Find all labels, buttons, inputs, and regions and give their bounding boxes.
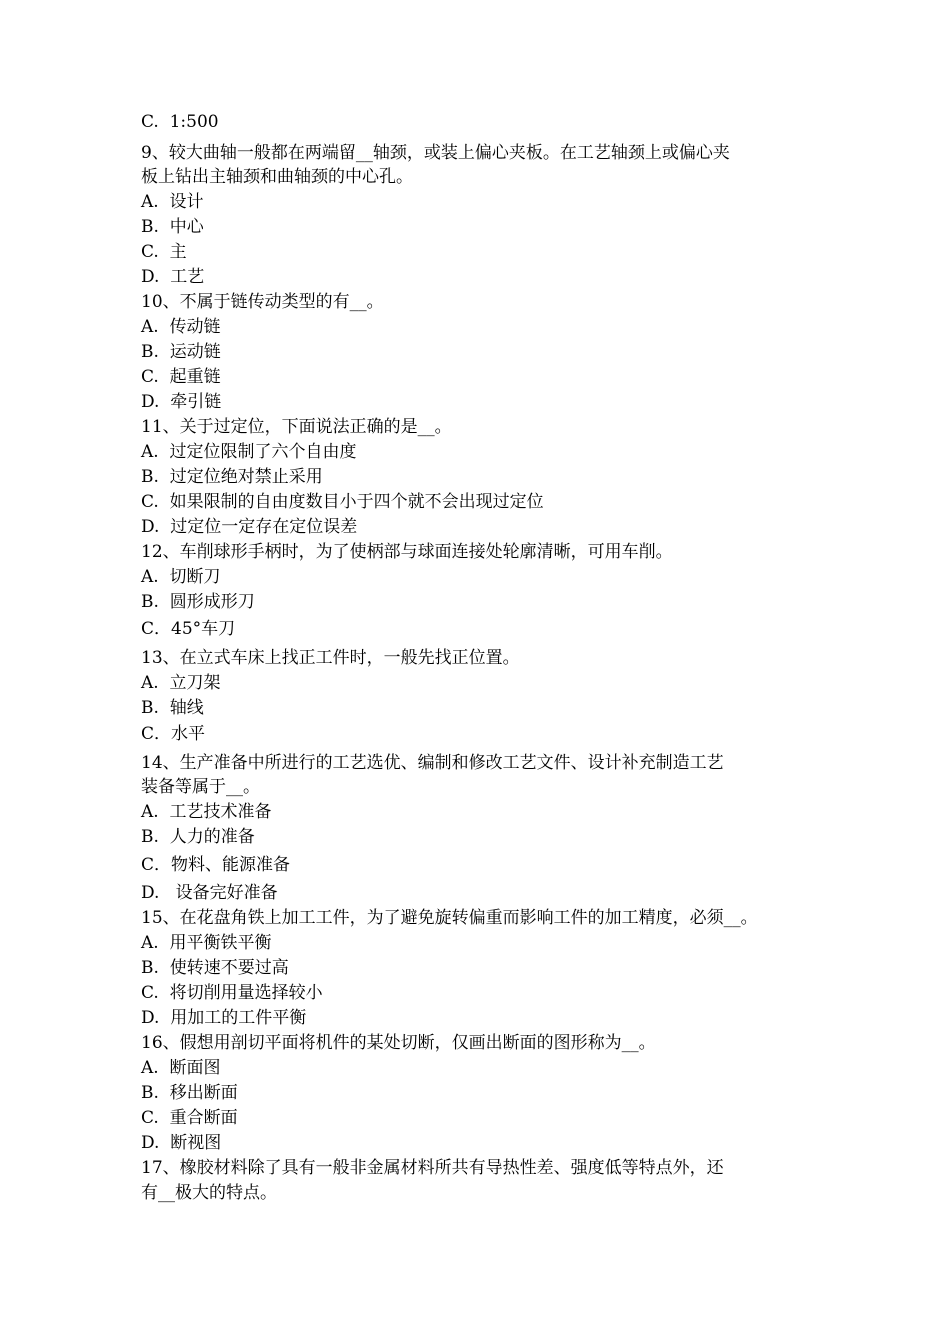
option-line: C. 如果限制的自由度数目小于四个就不会出现过定位 — [141, 492, 544, 512]
question-line: 11、关于过定位，下面说法正确的是__。 — [141, 417, 452, 437]
option-line: B. 移出断面 — [141, 1083, 238, 1103]
question-line: 13、在立式车床上找正工件时，一般先找正位置。 — [141, 648, 520, 668]
question-line: 16、假想用剖切平面将机件的某处切断，仅画出断面的图形称为__。 — [141, 1033, 656, 1053]
option-line: B. 过定位绝对禁止采用 — [141, 467, 323, 487]
option-line: B. 中心 — [141, 217, 204, 237]
option-line: D. 过定位一定存在定位误差 — [141, 517, 358, 537]
option-line: C. 主 — [141, 242, 187, 262]
question-line: 10、不属于链传动类型的有__。 — [141, 292, 384, 312]
option-line: A. 工艺技术准备 — [141, 802, 272, 822]
option-line: C．45°车刀 — [141, 619, 236, 639]
option-line: A. 设计 — [141, 192, 204, 212]
option-line: B. 圆形成形刀 — [141, 592, 255, 612]
option-line: C. 将切削用量选择较小 — [141, 983, 323, 1003]
question-line: 15、在花盘角铁上加工工件，为了避免旋转偏重而影响工件的加工精度，必须__。 — [141, 908, 758, 928]
option-line: A. 立刀架 — [141, 673, 221, 693]
option-line: D. 牵引链 — [141, 392, 222, 412]
option-line: C. 1:500 — [141, 112, 219, 132]
option-line: C．物料、能源准备 — [141, 855, 291, 875]
option-line: A. 过定位限制了六个自由度 — [141, 442, 357, 462]
option-line: A. 传动链 — [141, 317, 221, 337]
option-line: B. 人力的准备 — [141, 827, 255, 847]
option-line: A. 用平衡铁平衡 — [141, 933, 272, 953]
question-line: 9、较大曲轴一般都在两端留__轴颈，或装上偏心夹板。在工艺轴颈上或偏心夹 — [141, 143, 730, 163]
option-line: D. 工艺 — [141, 267, 205, 287]
option-line: C．水平 — [141, 724, 206, 744]
question-line: 12、车削球形手柄时，为了使柄部与球面连接处轮廓清晰，可用车削。 — [141, 542, 673, 562]
option-line: A. 切断刀 — [141, 567, 221, 587]
option-line: C. 重合断面 — [141, 1108, 238, 1128]
option-line: B. 运动链 — [141, 342, 221, 362]
question-line: 板上钻出主轴颈和曲轴颈的中心孔。 — [141, 167, 413, 187]
option-line: B. 使转速不要过高 — [141, 958, 289, 978]
question-line: 装备等属于__。 — [141, 777, 260, 797]
option-line: C. 起重链 — [141, 367, 221, 387]
option-line: A. 断面图 — [141, 1058, 221, 1078]
option-line: D. 断视图 — [141, 1133, 222, 1153]
option-line: D. 用加工的工件平衡 — [141, 1008, 307, 1028]
option-line: D. 设备完好准备 — [141, 883, 278, 903]
question-line: 14、生产准备中所进行的工艺选优、编制和修改工艺文件、设计补充制造工艺 — [141, 753, 724, 773]
question-line: 有__极大的特点。 — [141, 1183, 277, 1203]
option-line: B. 轴线 — [141, 698, 204, 718]
question-line: 17、橡胶材料除了具有一般非金属材料所共有导热性差、强度低等特点外，还 — [141, 1158, 724, 1178]
